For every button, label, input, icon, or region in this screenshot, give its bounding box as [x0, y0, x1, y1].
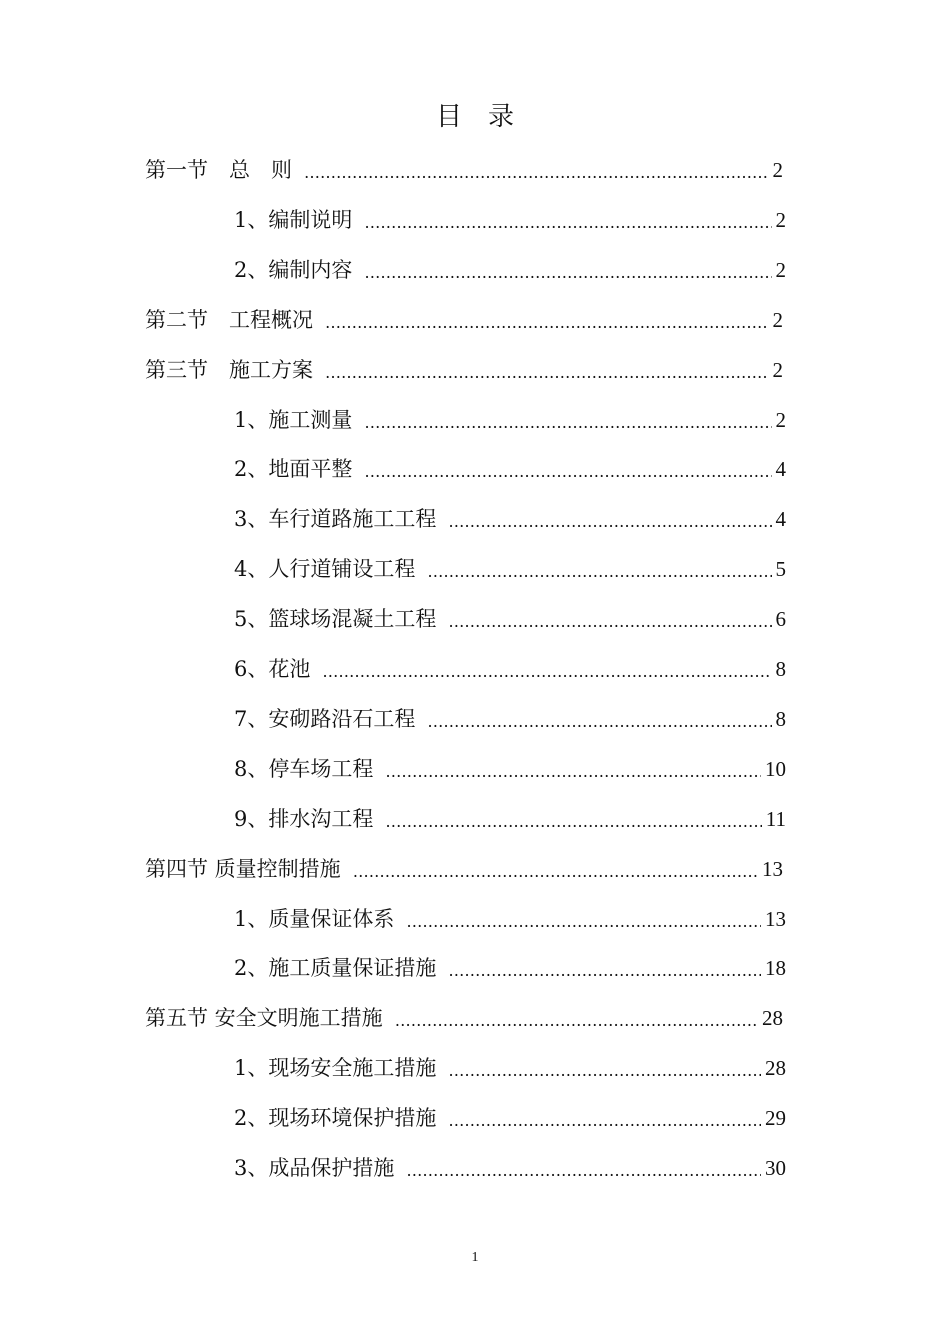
toc-entry-page-number: 6 — [772, 601, 787, 637]
toc-entry-label: 4、人行道铺设工程 — [234, 551, 427, 587]
page-title: 目录 — [435, 102, 540, 132]
toc-item-entry[interactable] — [234, 551, 786, 587]
toc-item-entry[interactable] — [234, 950, 786, 986]
toc-dot-leader — [322, 651, 771, 687]
toc-entry-page-number: 2 — [769, 152, 784, 188]
toc-section-entry[interactable] — [145, 302, 783, 338]
toc-entry-page-number: 13 — [758, 851, 783, 887]
toc-item-entry[interactable] — [234, 202, 786, 238]
toc-entry-label: 2、编制内容 — [234, 252, 364, 288]
toc-item-entry[interactable] — [234, 701, 786, 737]
toc-item-entry[interactable] — [234, 1150, 786, 1186]
toc-entry-page-number: 28 — [758, 1000, 783, 1036]
toc-entry-page-number: 10 — [761, 751, 786, 787]
toc-entry-label: 2、现场环境保护措施 — [234, 1100, 448, 1136]
toc-entry-label: 1、现场安全施工措施 — [234, 1050, 448, 1086]
toc-entry-label: 第一节 总 则 — [145, 152, 304, 188]
toc-item-entry[interactable] — [234, 601, 786, 637]
toc-dot-leader — [353, 851, 758, 887]
toc-dot-leader — [427, 701, 771, 737]
toc-entry-page-number: 4 — [772, 451, 787, 487]
toc-entry-page-number: 5 — [772, 551, 787, 587]
toc-entry-page-number: 8 — [772, 651, 787, 687]
toc-entry-label: 9、排水沟工程 — [234, 801, 385, 837]
toc-entry-page-number: 8 — [772, 701, 787, 737]
toc-entry-page-number: 18 — [761, 950, 786, 986]
toc-dot-leader — [385, 751, 761, 787]
toc-dot-leader — [427, 551, 771, 587]
toc-entry-label: 第三节 施工方案 — [145, 352, 325, 388]
toc-item-entry[interactable] — [234, 451, 786, 487]
toc-entry-label: 8、停车场工程 — [234, 751, 385, 787]
footer-page-number: 1 — [471, 1250, 479, 1265]
toc-entry-page-number: 4 — [772, 501, 787, 537]
toc-section-entry[interactable] — [145, 152, 783, 188]
toc-entry-page-number: 2 — [772, 402, 787, 438]
toc-entry-page-number: 2 — [769, 352, 784, 388]
toc-entry-page-number: 11 — [762, 801, 786, 837]
toc-section-entry[interactable] — [145, 352, 783, 388]
toc-dot-leader — [448, 501, 771, 537]
toc-entry-label: 2、施工质量保证措施 — [234, 950, 448, 986]
toc-entry-page-number: 30 — [761, 1150, 786, 1186]
toc-section-entry[interactable] — [145, 1000, 783, 1036]
toc-entry-label: 3、成品保护措施 — [234, 1150, 406, 1186]
toc-item-entry[interactable] — [234, 651, 786, 687]
toc-item-entry[interactable] — [234, 1050, 786, 1086]
toc-dot-leader — [395, 1000, 758, 1036]
toc-item-entry[interactable] — [234, 1100, 786, 1136]
toc-entry-page-number: 2 — [772, 202, 787, 238]
toc-dot-leader — [364, 202, 771, 238]
toc-entry-label: 7、安砌路沿石工程 — [234, 701, 427, 737]
toc-dot-leader — [448, 1050, 761, 1086]
toc-item-entry[interactable] — [234, 901, 786, 937]
toc-entry-label: 第五节 安全文明施工措施 — [145, 1000, 395, 1036]
toc-entry-label: 第四节 质量控制措施 — [145, 851, 353, 887]
toc-item-entry[interactable] — [234, 252, 786, 288]
toc-dot-leader — [406, 901, 761, 937]
toc-dot-leader — [325, 302, 769, 338]
toc-entry-label: 6、花池 — [234, 651, 322, 687]
toc-dot-leader — [448, 601, 771, 637]
toc-item-entry[interactable] — [234, 402, 786, 438]
toc-item-entry[interactable] — [234, 801, 786, 837]
toc-item-entry[interactable] — [234, 751, 786, 787]
toc-section-entry[interactable] — [145, 851, 783, 887]
toc-entry-label: 3、车行道路施工工程 — [234, 501, 448, 537]
toc-entry-page-number: 29 — [761, 1100, 786, 1136]
toc-dot-leader — [304, 152, 769, 188]
toc-dot-leader — [364, 451, 771, 487]
toc-entry-label: 第二节 工程概况 — [145, 302, 325, 338]
toc-dot-leader — [448, 1100, 761, 1136]
toc-dot-leader — [448, 950, 761, 986]
toc-dot-leader — [385, 801, 761, 837]
toc-entry-label: 1、质量保证体系 — [234, 901, 406, 937]
toc-dot-leader — [364, 252, 771, 288]
toc-entry-page-number: 2 — [769, 302, 784, 338]
toc-entry-page-number: 28 — [761, 1050, 786, 1086]
toc-entry-label: 1、施工测量 — [234, 402, 364, 438]
toc-dot-leader — [325, 352, 769, 388]
toc-item-entry[interactable] — [234, 501, 786, 537]
toc-entry-label: 2、地面平整 — [234, 451, 364, 487]
toc-entry-page-number: 13 — [761, 901, 786, 937]
toc-entry-label: 1、编制说明 — [234, 202, 364, 238]
toc-dot-leader — [364, 402, 771, 438]
toc-entry-page-number: 2 — [772, 252, 787, 288]
toc-dot-leader — [406, 1150, 761, 1186]
toc-entry-label: 5、篮球场混凝土工程 — [234, 601, 448, 637]
